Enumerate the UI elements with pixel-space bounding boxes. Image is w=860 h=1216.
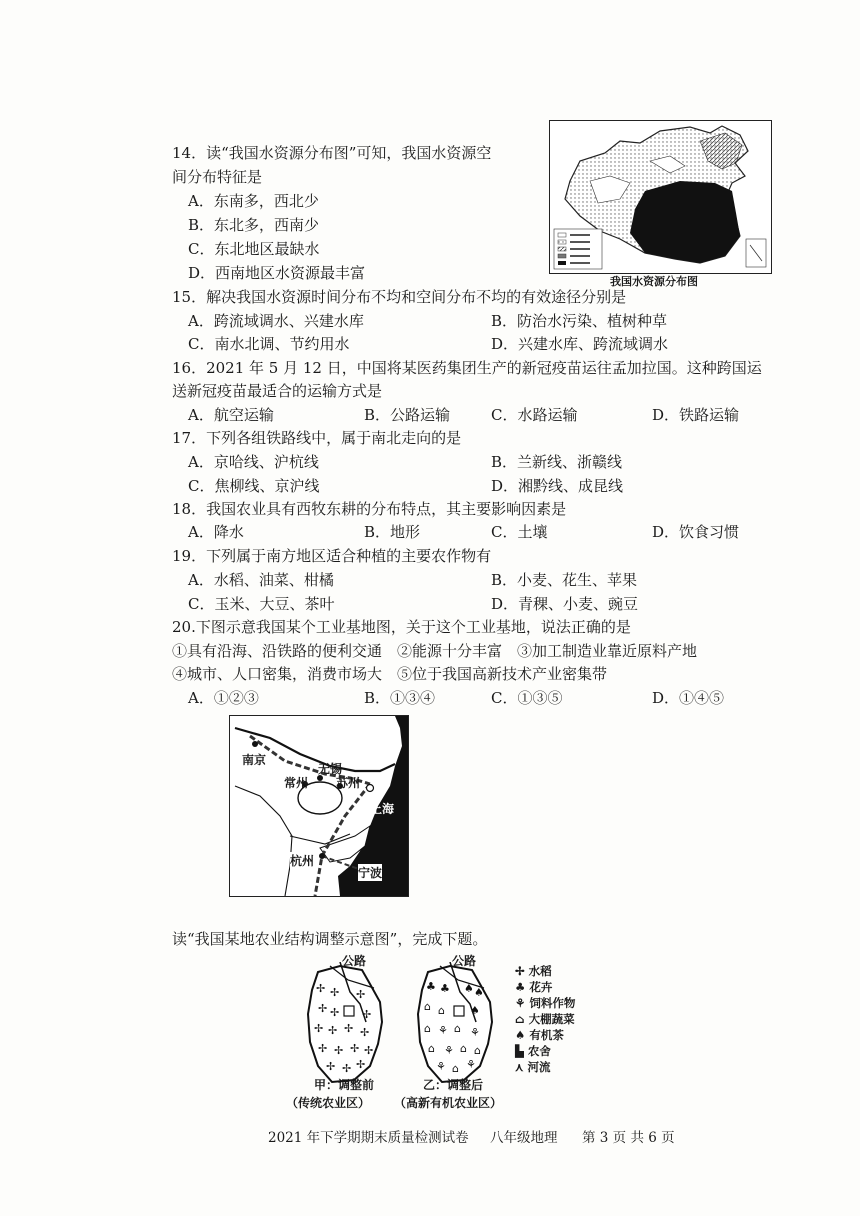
q17-option-c: C．焦柳线、京沪线 xyxy=(188,477,320,495)
before-caption-2: （传统农业区） xyxy=(286,1096,371,1110)
svg-text:♠: ♠ xyxy=(470,1004,480,1017)
svg-text:♣: ♣ xyxy=(440,982,450,995)
q16-option-a: A．航空运输 xyxy=(188,406,274,424)
q18-option-a: A．降水 xyxy=(188,523,244,541)
legend-item: ⌂ 大棚蔬菜 xyxy=(515,1012,575,1026)
svg-text:⌂: ⌂ xyxy=(474,1044,481,1057)
city-label-suzhou: 苏州 xyxy=(336,776,361,790)
svg-text:⚘: ⚘ xyxy=(444,1044,454,1057)
svg-text:⌂: ⌂ xyxy=(452,1062,459,1075)
q20-option-a: A．①②③ xyxy=(188,689,259,707)
svg-text:♠: ♠ xyxy=(474,986,484,999)
fodder-icon: ⚘ xyxy=(515,996,526,1010)
q14-option-b: B．东北多，西南少 xyxy=(188,216,320,234)
q14-option-d: D．西南地区水资源最丰富 xyxy=(188,264,366,282)
q18-option-b: B．地形 xyxy=(364,523,421,541)
q15-stem: 15．解决我国水资源时间分布不均和空间分布不均的有效途径分别是 xyxy=(172,288,627,306)
city-label-nanjing: 南京 xyxy=(242,753,267,767)
svg-text:⌂: ⌂ xyxy=(454,1022,461,1035)
q16-option-d: D．铁路运输 xyxy=(652,406,740,424)
footer-page-number: 第 3 页 共 6 页 xyxy=(582,1130,675,1146)
rice-icon: ✢ xyxy=(515,964,525,978)
q16-stem-line1: 16．2021 年 5 月 12 日，中国将某医药集团生产的新冠疫苗运往孟加拉国。这种跨国运 xyxy=(172,359,762,377)
svg-text:♣: ♣ xyxy=(426,980,436,993)
city-label-hangzhou: 杭州 xyxy=(290,854,315,868)
svg-text:⌂: ⌂ xyxy=(460,1042,467,1055)
q15-option-d: D．兴建水库、跨流域调水 xyxy=(491,335,669,353)
water-map-caption: 我国水资源分布图 xyxy=(610,275,698,288)
footer-exam-title: 2021 年下学期期末质量检测试卷 xyxy=(268,1130,469,1146)
legend-item: ♣ 花卉 xyxy=(515,980,553,994)
footer-subject: 八年级地理 xyxy=(490,1130,558,1146)
city-label-ningbo: 宁波 xyxy=(358,866,383,880)
svg-text:⌂: ⌂ xyxy=(424,1000,431,1013)
q17-option-a: A．京哈线、沪杭线 xyxy=(188,453,319,471)
svg-text:♠: ♠ xyxy=(464,982,474,995)
after-caption-2: （高新有机农业区） xyxy=(394,1096,503,1110)
svg-text:✢: ✢ xyxy=(314,1022,324,1035)
svg-text:✢: ✢ xyxy=(356,1058,366,1071)
svg-text:✢: ✢ xyxy=(334,1044,344,1057)
q16-option-c: C．水路运输 xyxy=(491,406,578,424)
svg-text:✢: ✢ xyxy=(316,982,326,995)
after-caption-1: 乙：调整后 xyxy=(423,1078,484,1092)
svg-text:✢: ✢ xyxy=(328,1024,338,1037)
svg-text:✢: ✢ xyxy=(318,1042,328,1055)
q15-option-c: C．南水北调、节约用水 xyxy=(188,335,350,353)
q20-option-d: D．①④⑤ xyxy=(652,689,725,707)
q19-option-b: B．小麦、花生、苹果 xyxy=(491,571,638,589)
q16-option-b: B．公路运输 xyxy=(364,406,451,424)
q18-stem: 18．我国农业具有西牧东耕的分布特点，其主要影响因素是 xyxy=(172,500,567,518)
q14-option-a: A．东南多，西北少 xyxy=(188,192,319,210)
q19-option-a: A．水稻、油菜、柑橘 xyxy=(188,571,334,589)
q17-option-b: B．兰新线、浙赣线 xyxy=(491,453,623,471)
road-label-left: 公路 xyxy=(342,954,367,968)
q19-stem: 19．下列属于南方地区适合种植的主要农作物有 xyxy=(172,547,492,565)
industrial-base-map xyxy=(229,715,409,897)
legend-item: ✢ 水稻 xyxy=(515,964,552,978)
flower-icon: ♣ xyxy=(515,980,526,994)
river-icon: ⋏ xyxy=(515,1060,524,1074)
svg-text:✢: ✢ xyxy=(360,1026,370,1039)
q20-stem: 20.下图示意我国某个工业基地图，关于这个工业基地，说法正确的是 xyxy=(172,618,631,636)
svg-text:✢: ✢ xyxy=(330,1006,340,1019)
svg-text:⌂: ⌂ xyxy=(428,1042,435,1055)
q17-stem: 17．下列各组铁路线中，属于南北走向的是 xyxy=(172,429,462,447)
tea-icon: ♠ xyxy=(515,1028,526,1042)
q18-option-c: C．土壤 xyxy=(491,523,548,541)
road-label-right: 公路 xyxy=(452,954,477,968)
before-caption-1: 甲：调整前 xyxy=(314,1078,375,1092)
legend-item: ⋏ 河流 xyxy=(515,1060,551,1074)
svg-text:✢: ✢ xyxy=(362,1008,372,1021)
agri-intro: 读“我国某地农业结构调整示意图”，完成下题。 xyxy=(172,930,488,948)
svg-text:⌂: ⌂ xyxy=(438,1004,445,1017)
agri-after-map xyxy=(410,962,502,1090)
q20-option-c: C．①③⑤ xyxy=(491,689,563,707)
q20-option-b: B．①③④ xyxy=(364,689,436,707)
svg-text:✢: ✢ xyxy=(318,1002,328,1015)
svg-text:✢: ✢ xyxy=(364,1044,374,1057)
q18-option-d: D．饮食习惯 xyxy=(652,523,740,541)
svg-text:✢: ✢ xyxy=(356,988,366,1001)
agri-before-map xyxy=(300,962,392,1090)
svg-text:⚘: ⚘ xyxy=(466,1058,476,1071)
svg-text:✢: ✢ xyxy=(344,1022,354,1035)
city-label-wuxi: 无锡 xyxy=(318,762,343,776)
q14-option-c: C．东北地区最缺水 xyxy=(188,240,320,258)
svg-text:⚘: ⚘ xyxy=(436,1060,446,1073)
svg-text:⚘: ⚘ xyxy=(470,1026,480,1039)
q15-option-a: A．跨流域调水、兴建水库 xyxy=(188,312,364,330)
farmhouse-icon: ▙ xyxy=(515,1044,524,1058)
svg-text:✢: ✢ xyxy=(326,1060,336,1073)
legend-item: ▙ 农舍 xyxy=(515,1044,551,1058)
city-label-shanghai: 上海 xyxy=(370,802,395,816)
china-map-figure xyxy=(550,121,771,273)
greenhouse-icon: ⌂ xyxy=(515,1012,525,1026)
city-label-changzhou: 常州 xyxy=(284,776,309,790)
q14-stem-line1: 14．读“我国水资源分布图”可知，我国水资源空 xyxy=(172,144,492,162)
svg-text:⚘: ⚘ xyxy=(438,1024,448,1037)
svg-text:⌂: ⌂ xyxy=(424,1022,431,1035)
svg-text:✢: ✢ xyxy=(350,1042,360,1055)
water-resource-map xyxy=(549,120,772,274)
q19-option-d: D．青稞、小麦、豌豆 xyxy=(491,595,639,613)
q20-statements-line2: ④城市、人口密集，消费市场大 ⑤位于我国高新技术产业密集带 xyxy=(172,665,608,683)
q15-option-b: B．防治水污染、植树种草 xyxy=(491,312,668,330)
legend-item: ⚘ 饲料作物 xyxy=(515,996,576,1010)
q16-stem-line2: 送新冠疫苗最适合的运输方式是 xyxy=(172,382,383,400)
q19-option-c: C．玉米、大豆、茶叶 xyxy=(188,595,335,613)
svg-text:✢: ✢ xyxy=(330,986,340,999)
q17-option-d: D．湘黔线、成昆线 xyxy=(491,477,624,495)
q20-statements-line1: ①具有沿海、沿铁路的便利交通 ②能源十分丰富 ③加工制造业靠近原料产地 xyxy=(172,642,698,660)
legend-item: ♠ 有机茶 xyxy=(515,1028,564,1042)
q14-stem-line2: 间分布特征是 xyxy=(172,168,263,186)
svg-text:✢: ✢ xyxy=(342,1062,352,1075)
